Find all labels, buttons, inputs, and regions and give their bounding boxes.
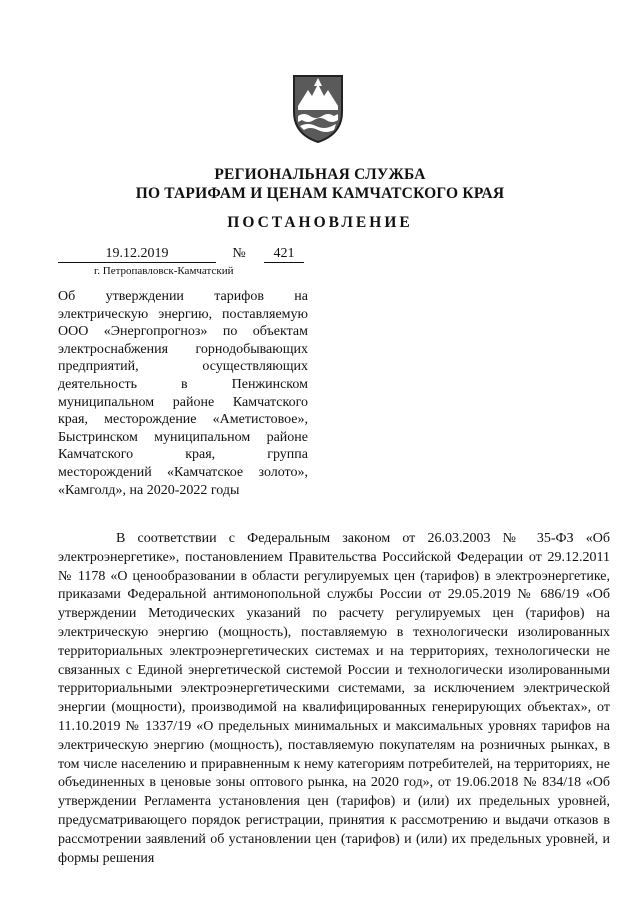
document-subject: Об утверждении тарифов на электрическую энергию, поставляемую ООО «Энергопрогноз» по объектам электроснабжения горнодобывающих предприятий, осуществляющих деятельность в Пенжинском муниципальном районе Камчатского края, месторождение «Аметистовое», Быстринском муниципальном районе Камчатского края, группа месторождений «Камчатское золото», «Камголд», на 2020-2022 годы	[58, 289, 308, 498]
agency-name-line2: ПО ТАРИФАМ И ЦЕНАМ КАМЧАТСКОГО КРАЯ	[135, 185, 505, 202]
document-type-title: ПОСТАНОВЛЕНИЕ	[227, 214, 413, 231]
agency-name-line1: РЕГИОНАЛЬНАЯ СЛУЖБА	[214, 166, 426, 183]
coat-of-arms-icon	[290, 72, 346, 144]
document-body-paragraph: В соответствии с Федеральным законом от 26.03.2003 № 35-ФЗ «Об электроэнергетике», постановлением Правительства Российской Федерации от 29.12.2011 № 1178 «О ценообразовании в области регулируемых цен (тарифов) в электроэнергетике, приказами Федеральной антимонопольной службы России от 29.05.2019 № 686/19 «Об утверждении Методических указаний по расчету регулируемых цен (тарифов) на электрическую энергию (мощность), поставляемую в технологически изолированных территориальных электроэнергетических системах и на территориях, технологически не связанных с Единой энергетической системой России и технологически изолированными территориальными электроэнергетическими системами, за исключением электрической энергии (мощности), производимой на квалифицированных генерирующих объектах», от 11.10.2019 № 1337/19 «О предельных минимальных и максимальных уровнях тарифов на электрическую энергию (мощность), поставляемую покупателям на розничных рынках, в том числе населению и приравненным к нему категориям потребителей, на территориях, не объединенных в ценовые зоны оптового рынка, на 2020 год», от 19.06.2018 № 834/18 «Об утверждении Регламента установления цен (тарифов) и (или) их предельных уровней, предусматривающего порядок регистрации, принятия к рассмотрению и выдачи отказов в рассмотрении заявлений об установлении цен (тарифов) и (или) их предельных уровней, и формы решения	[58, 531, 610, 866]
document-number: 421	[264, 246, 304, 263]
issuing-city: г. Петропавловск-Камчатский	[94, 265, 234, 277]
document-date: 19.12.2019	[58, 246, 216, 263]
number-sign: №	[232, 246, 246, 261]
